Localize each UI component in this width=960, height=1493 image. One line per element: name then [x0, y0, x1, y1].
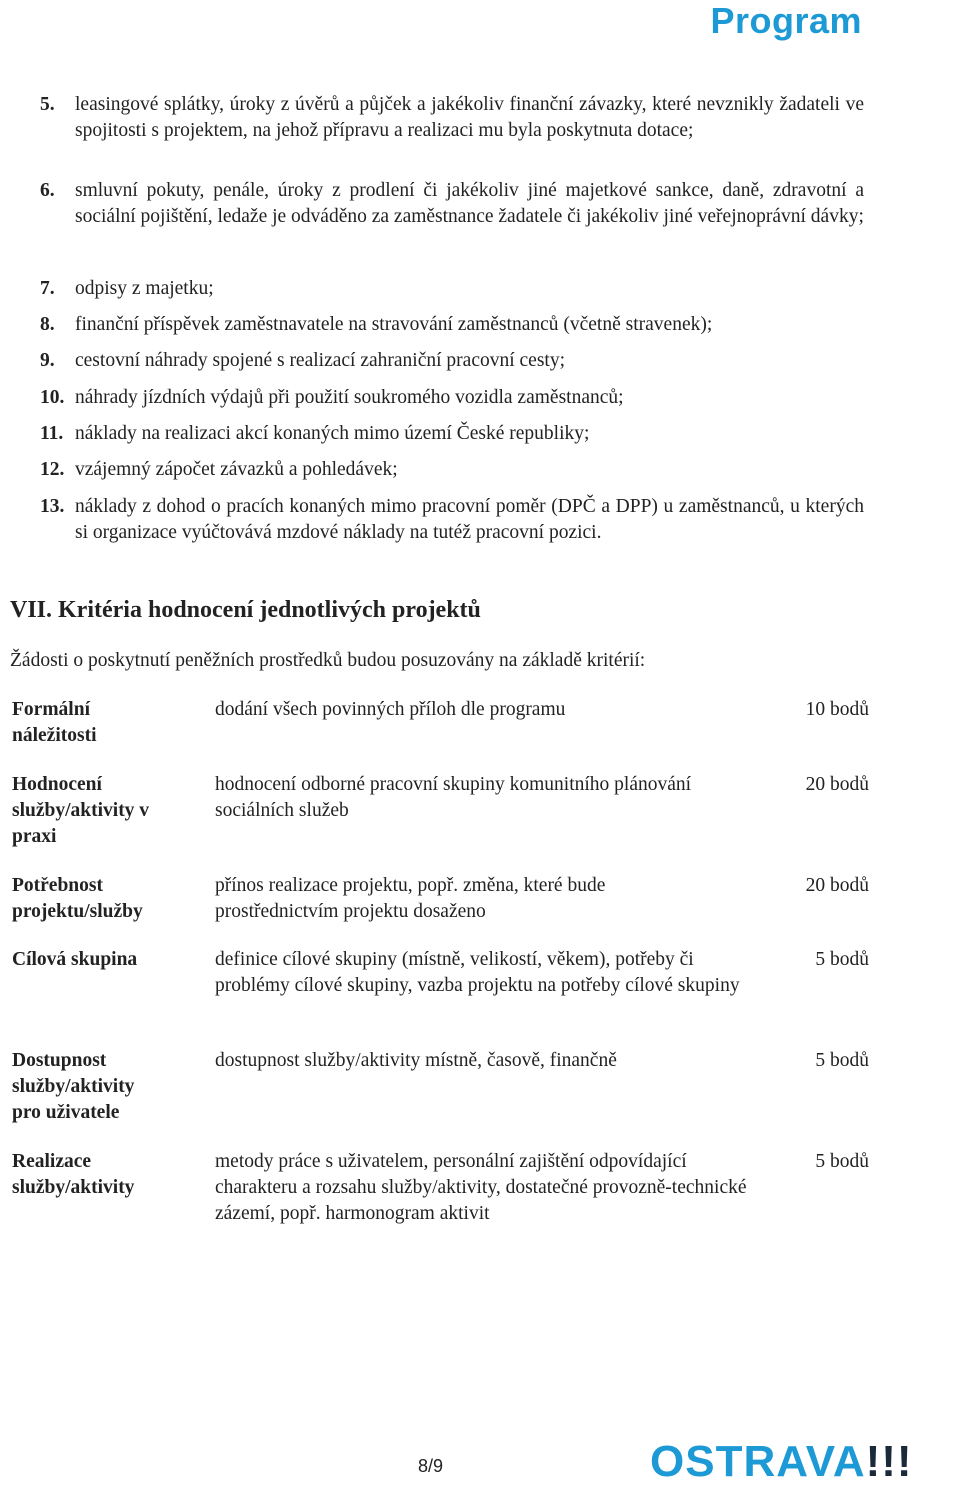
ostrava-logo — [650, 1437, 913, 1487]
list-item-number: 5. — [40, 94, 55, 115]
list-item — [40, 92, 864, 144]
list-item-number: 7. — [40, 278, 55, 299]
excluded-costs-list — [40, 92, 864, 543]
criteria-description: dostupnost služby/aktivity místně, časově, finančně — [215, 1050, 617, 1071]
page-number: 8/9 — [418, 1456, 444, 1476]
list-item-text: cestovní náhrady spojené s realizací zahraniční pracovní cesty; — [75, 350, 565, 371]
list-item-number: 13. — [40, 496, 65, 517]
criteria-points: 20 bodů — [805, 875, 869, 896]
criteria-name: Cílová skupina — [12, 949, 138, 970]
list-item-number: 9. — [40, 350, 55, 371]
list-item-text: finanční příspěvek zaměstnavatele na stravování zaměstnanců (včetně stravenek); — [75, 314, 713, 335]
criteria-description: dodání všech povinných příloh dle programu — [215, 699, 566, 720]
list-item — [40, 421, 589, 447]
criteria-description: přínos realizace projektu, popř. změna, které bude prostřednictvím projektu dosaženo — [215, 875, 606, 922]
criteria-points: 20 bodů — [805, 774, 869, 795]
list-item-text: smluvní pokuty, penále, úroky z prodlení či jakékoliv jiné majetkové sankce, daně, zdravotní a sociální pojištění, ledaže je odváděno za zaměstnance žadatele či jakékoliv jiné veřejnoprávní dávky; — [75, 180, 864, 227]
criteria-name: Potřebnost projektu/služby — [12, 875, 143, 922]
criteria-points: 5 bodů — [815, 1050, 869, 1071]
list-item — [40, 312, 712, 338]
list-item-text: náklady na realizaci akcí konaných mimo území České republiky; — [75, 423, 590, 444]
list-item-number: 6. — [40, 180, 55, 201]
list-item-number: 12. — [40, 459, 65, 480]
list-item-text: náklady z dohod o pracích konaných mimo pracovní poměr (DPČ a DPP) u zaměstnanců, u kterých si organizace vyúčtovává mzdové náklady na tutéž pracovní pozici. — [75, 496, 864, 543]
list-item-number: 11. — [40, 423, 64, 444]
list-item-number: 10. — [40, 387, 65, 408]
list-item-text: náhrady jízdních výdajů při použití soukromého vozidla zaměstnanců; — [75, 387, 624, 408]
criteria-description: hodnocení odborné pracovní skupiny komunitního plánování sociálních služeb — [215, 774, 692, 821]
page-title: Program — [710, 0, 862, 41]
criteria-name: Realizace služby/aktivity — [12, 1151, 135, 1198]
criteria-description: definice cílové skupiny (místně, velikostí, věkem), potřeby či problémy cílové skupiny, vazba projektu na potřeby cílové skupiny — [215, 949, 740, 996]
logo-text: OSTRAVA — [650, 1437, 866, 1486]
list-item-text: vzájemný zápočet závazků a pohledávek; — [75, 459, 398, 480]
criteria-name: Dostupnost služby/aktivity pro uživatele — [12, 1050, 135, 1123]
list-item — [40, 276, 214, 302]
list-item — [40, 457, 398, 483]
criteria-description: metody práce s uživatelem, personální zajištění odpovídající charakteru a rozsahu služby/aktivity, dostatečné provozně-technické zázemí, popř. harmonogram aktivit — [215, 1151, 747, 1224]
list-item — [40, 385, 624, 411]
list-item — [40, 178, 864, 230]
list-item-text: leasingové splátky, úroky z úvěrů a půjček a jakékoliv finanční závazky, které nevznikly žadateli ve spojitosti s projektem, na jehož přípravu a realizaci mu byla poskytnuta dotace; — [75, 94, 864, 141]
list-item-text: odpisy z majetku; — [75, 278, 214, 299]
criteria-name: Formální náležitosti — [12, 699, 97, 746]
list-item-number: 8. — [40, 314, 55, 335]
logo-exclamation: !!! — [865, 1437, 913, 1486]
section-heading: VII. Kritéria hodnocení jednotlivých projektů — [10, 597, 481, 623]
criteria-points: 10 bodů — [805, 699, 869, 720]
criteria-name: Hodnocení služby/aktivity v praxi — [12, 774, 150, 847]
criteria-points: 5 bodů — [815, 949, 869, 970]
list-item — [40, 348, 565, 374]
criteria-points: 5 bodů — [815, 1151, 869, 1172]
section-intro: Žádosti o poskytnutí peněžních prostředků budou posuzovány na základě kritérií: — [10, 650, 646, 671]
list-item — [40, 494, 864, 546]
